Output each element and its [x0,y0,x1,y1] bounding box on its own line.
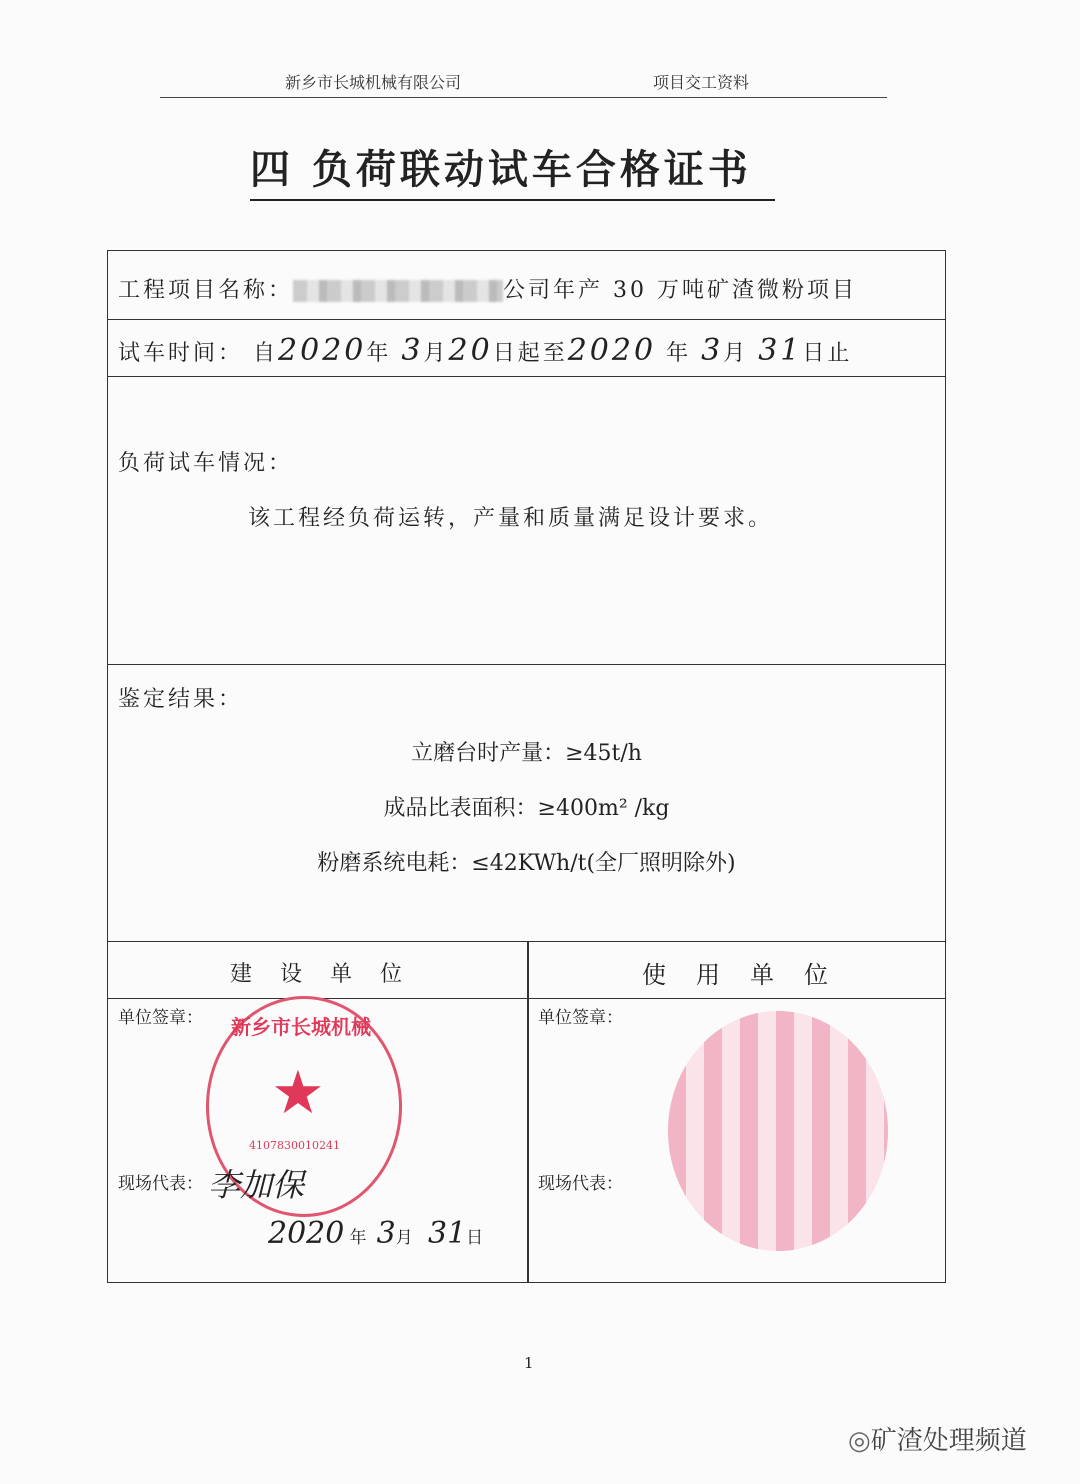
construction-unit-header: 建 设 单 位 [229,962,405,987]
result-line: 成品比表面积：≥400m² /kg [383,796,670,821]
certificate-table [107,250,946,1283]
project-row [108,251,945,320]
watermark [848,1420,1027,1457]
page-number: 1 [524,1354,534,1372]
start-month: 3 [401,333,424,368]
year-text: 年 [349,1228,367,1248]
result-label: 鉴定结果： [118,687,244,712]
load-test-row [108,376,945,665]
year-text: 年 [666,341,692,366]
trial-time-label: 试车时间： [118,341,244,366]
left-seal-label: 单位签章： [118,1008,203,1028]
end-year: 2020 [567,333,657,368]
start-year: 2020 [278,333,367,368]
start-day: 20 [448,333,493,368]
header-divider [160,97,887,98]
result-line: 粉磨系统电耗：≤42KWh/t(全厂照明除外) [317,851,736,876]
page-title: 四 负荷联动试车合格证书 [250,138,775,201]
redacted-seal [668,1011,888,1251]
end-month: 3 [701,333,724,368]
load-test-text: 该工程经负荷运转，产量和质量满足设计要求。 [248,506,774,531]
date-day: 31 [427,1216,467,1251]
day-text: 日 [466,1228,484,1248]
seal-star-icon: ★ [271,1058,325,1128]
wechat-icon: ◎ [848,1426,871,1456]
month-text: 月 [395,1228,413,1248]
column-divider [527,941,529,1282]
header-company: 新乡市长城机械有限公司 [285,73,462,92]
result-line: 立磨台时产量：≥45t/h [411,741,642,766]
result-row [108,664,945,942]
trial-time-row [108,319,945,377]
date-month: 3 [376,1216,396,1251]
seal-number: 4107830010241 [249,1139,340,1152]
sign-date [268,1216,483,1251]
date-year: 2020 [268,1216,345,1251]
end-day: 31 [758,333,803,368]
user-unit-header: 使 用 单 位 [642,961,831,989]
project-label: 工程项目名称： [118,278,294,303]
load-test-label: 负荷试车情况： [118,451,294,476]
header-doc-type: 项目交工资料 [653,73,750,92]
signature: 李加保 [208,1166,305,1204]
redacted-name [293,280,503,302]
month-text: 月 [423,341,449,366]
right-seal-label: 单位签章： [538,1008,623,1028]
day-text: 日止 [802,341,853,366]
seal-text: 新乡市长城机械 [231,1015,371,1039]
day-text: 日起至 [492,341,568,366]
year-text: 年 [366,341,392,366]
right-rep-label: 现场代表： [538,1174,623,1194]
watermark-text: 矿渣处理频道 [870,1426,1027,1456]
from-text: 自 [253,341,279,366]
month-text: 月 [723,341,749,366]
left-rep-label: 现场代表： [118,1174,203,1194]
project-value: 公司年产 30 万吨矿渣微粉项目 [503,278,857,303]
